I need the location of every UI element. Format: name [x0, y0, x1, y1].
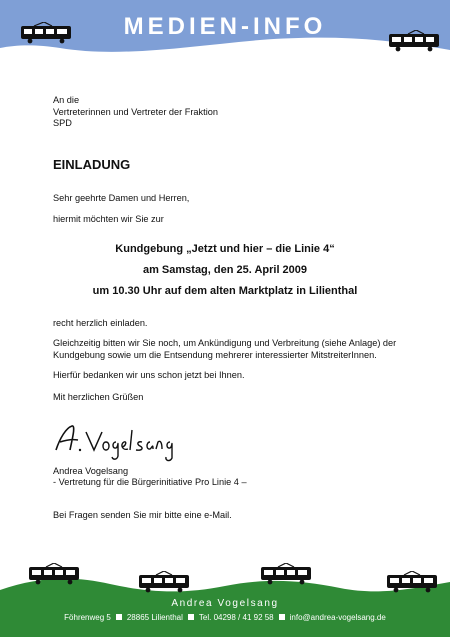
tram-icon	[138, 571, 190, 595]
header-title: MEDIEN-INFO	[123, 13, 327, 40]
tram-icon	[260, 563, 312, 587]
address-line: SPD	[53, 118, 72, 128]
separator-square	[188, 614, 194, 620]
tram-icon	[388, 30, 440, 54]
footer-street: Föhrenweg 5	[64, 613, 111, 622]
questions-text: Bei Fragen senden Sie mir bitte eine e-Mail.	[53, 510, 232, 520]
address-block	[53, 95, 413, 130]
tram-icon	[28, 563, 80, 587]
event-title: Kundgebung „Jetzt und hier – die Linie 4“	[115, 243, 335, 255]
signer-name: Andrea Vogelsang	[53, 466, 129, 476]
address-line: Vertreterinnen und Vertreter der Fraktion	[53, 106, 218, 117]
tram-icon	[20, 22, 72, 46]
event-time-place: um 10.30 Uhr auf dem alten Marktplatz in Lilienthal	[92, 285, 358, 297]
footer-name: Andrea Vogelsang	[171, 598, 279, 609]
event-date: am Samstag, den 25. April 2009	[142, 264, 308, 276]
tram-icon	[386, 571, 438, 595]
footer-hills	[0, 548, 450, 637]
footer-contact	[0, 613, 450, 622]
salutation: Sehr geehrte Damen und Herren,	[53, 193, 190, 203]
letter-title: EINLADUNG	[53, 157, 131, 172]
thanks-text: Hierfür bedanken wir uns schon jetzt bei Ihnen.	[53, 370, 245, 380]
separator-square	[116, 614, 122, 620]
signature-image	[50, 420, 180, 462]
footer-email[interactable]: info@andrea-vogelsang.de	[289, 613, 386, 622]
signer-role: - Vertretung für die Bürgerinitiative Pro Linie 4 –	[53, 477, 247, 487]
footer-phone: Tel. 04298 / 41 92 58	[198, 613, 274, 622]
footer-banner	[0, 548, 450, 637]
invite-text: recht herzlich einladen.	[53, 318, 148, 328]
intro-text: hiermit möchten wir Sie zur	[53, 214, 164, 224]
separator-square	[279, 614, 285, 620]
request-text: Gleichzeitig bitten wir Sie noch, um Ankündigung und Verbreitung (siehe Anlage) der Kundgebung sowie um die Entsendung mehrerer interessierter MitstreiterInnen.	[53, 338, 397, 360]
closing-text: Mit herzlichen Grüßen	[53, 392, 144, 402]
footer-city: 28865 Lilienthal	[126, 613, 183, 622]
address-line: An die	[53, 95, 80, 105]
